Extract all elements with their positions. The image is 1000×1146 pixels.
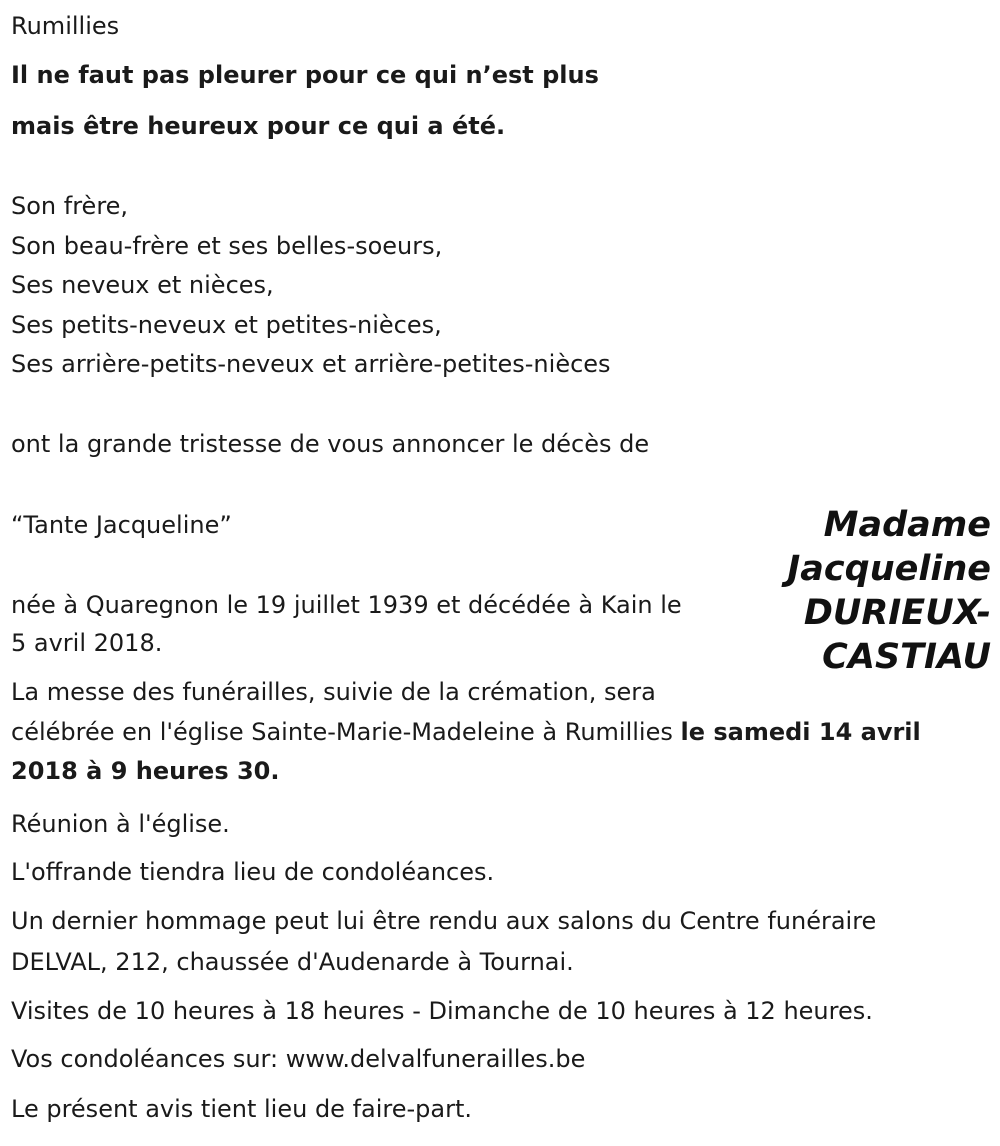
hommage-line-2: DELVAL, 212, chaussée d'Audenarde à Tournai.	[11, 948, 574, 976]
funeral-line-2-normal: célébrée en l'église Sainte-Marie-Madeleine à Rumillies	[11, 718, 681, 746]
condoleances-text: Vos condoléances sur: www.delvalfunerailles.be	[11, 1045, 586, 1073]
birth-death-line-2: 5 avril 2018.	[11, 629, 163, 657]
funeral-line-2	[11, 717, 921, 747]
deceased-title: Madame	[823, 505, 991, 545]
deceased-first-name: Jacqueline	[787, 549, 991, 589]
reunion-text: Réunion à l'église.	[11, 810, 230, 838]
location-text: Rumillies	[11, 12, 120, 40]
family-member-4: Ses petits-neveux et petites-nièces,	[11, 311, 442, 339]
family-member-1: Son frère,	[11, 192, 129, 220]
funeral-line-1: La messe des funérailles, suivie de la crémation, sera	[11, 678, 656, 706]
birth-death-line-1: née à Quaregnon le 19 juillet 1939 et décédée à Kain le	[11, 591, 682, 619]
announcement-text: ont la grande tristesse de vous annoncer le décès de	[11, 430, 650, 458]
quote-line-2: mais être heureux pour ce qui a été.	[11, 112, 506, 140]
funeral-date-bold: le samedi 14 avril	[680, 718, 921, 746]
deceased-surname-1: DURIEUX-	[803, 593, 991, 633]
offrande-text: L'offrande tiendra lieu de condoléances.	[11, 858, 495, 886]
faire-part-text: Le présent avis tient lieu de faire-part.	[11, 1095, 473, 1123]
hommage-line-1: Un dernier hommage peut lui être rendu aux salons du Centre funéraire	[11, 907, 877, 935]
deceased-surname-2: CASTIAU	[822, 637, 991, 677]
visites-text: Visites de 10 heures à 18 heures - Dimanche de 10 heures à 12 heures.	[11, 997, 873, 1025]
deceased-name	[691, 503, 991, 679]
family-member-2: Son beau-frère et ses belles-soeurs,	[11, 232, 443, 260]
funeral-time-bold: 2018 à 9 heures 30.	[11, 757, 280, 785]
nickname-text: “Tante Jacqueline”	[11, 511, 232, 539]
family-member-3: Ses neveux et nièces,	[11, 271, 274, 299]
family-member-5: Ses arrière-petits-neveux et arrière-petites-nièces	[11, 350, 611, 378]
quote-line-1: Il ne faut pas pleurer pour ce qui n’est plus	[11, 61, 599, 89]
